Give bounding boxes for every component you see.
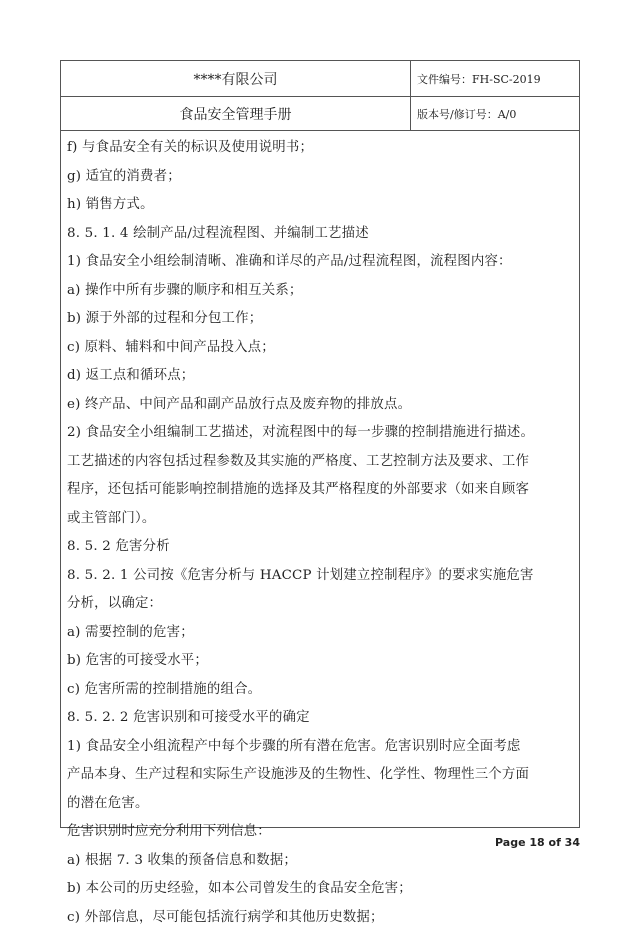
- document-title: 食品安全管理手册: [61, 97, 411, 130]
- section-heading: 8. 5. 2. 1 公司按《危害分析与 HACCP 计划建立控制程序》的要求实施危害: [67, 562, 576, 591]
- document-frame: [60, 60, 580, 828]
- document-number: 文件编号：FH-SC-2019: [411, 61, 579, 96]
- text-line: g) 适宜的消费者；: [67, 163, 576, 192]
- header-row-2: [61, 97, 579, 131]
- section-heading: 8. 5. 2 危害分析: [67, 533, 576, 562]
- page-number: Page 18 of 34: [495, 836, 580, 849]
- text-line: a) 需要控制的危害；: [67, 619, 576, 648]
- text-line: 或主管部门）。: [67, 505, 576, 534]
- text-line: 产品本身、生产过程和实际生产设施涉及的生物性、化学性、物理性三个方面: [67, 761, 576, 790]
- text-line: 2) 食品安全小组编制工艺描述，对流程图中的每一步骤的控制措施进行描述。: [67, 419, 576, 448]
- document-body: [61, 131, 579, 932]
- text-line: b) 本公司的历史经验，如本公司曾发生的食品安全危害；: [67, 875, 576, 904]
- text-line: h) 销售方式。: [67, 191, 576, 220]
- text-line: b) 危害的可接受水平；: [67, 647, 576, 676]
- text-line: 分析，以确定：: [67, 590, 576, 619]
- text-line: c) 危害所需的控制措施的组合。: [67, 676, 576, 705]
- text-line: c) 外部信息，尽可能包括流行病学和其他历史数据；: [67, 904, 576, 932]
- text-line: 1) 食品安全小组流程产中每个步骤的所有潜在危害。危害识别时应全面考虑: [67, 733, 576, 762]
- section-heading: 8. 5. 2. 2 危害识别和可接受水平的确定: [67, 704, 576, 733]
- company-name: ****有限公司: [61, 61, 411, 96]
- text-line: a) 操作中所有步骤的顺序和相互关系；: [67, 277, 576, 306]
- text-line: f) 与食品安全有关的标识及使用说明书；: [67, 134, 576, 163]
- text-line: 工艺描述的内容包括过程参数及其实施的严格度、工艺控制方法及要求、工作: [67, 448, 576, 477]
- text-line: 的潜在危害。: [67, 790, 576, 819]
- header-row-1: [61, 61, 579, 97]
- version-number: 版本号/修订号：A/0: [411, 97, 579, 130]
- text-line: 危害识别时应充分利用下列信息：: [67, 818, 576, 847]
- text-line: a) 根据 7. 3 收集的预备信息和数据；: [67, 847, 576, 876]
- text-line: d) 返工点和循环点；: [67, 362, 576, 391]
- text-line: c) 原料、辅料和中间产品投入点；: [67, 334, 576, 363]
- text-line: 程序，还包括可能影响控制措施的选择及其严格程度的外部要求（如来自顾客: [67, 476, 576, 505]
- text-line: b) 源于外部的过程和分包工作；: [67, 305, 576, 334]
- section-heading: 8. 5. 1. 4 绘制产品/过程流程图、并编制工艺描述: [67, 220, 576, 249]
- text-line: 1) 食品安全小组绘制清晰、准确和详尽的产品/过程流程图，流程图内容：: [67, 248, 576, 277]
- text-line: e) 终产品、中间产品和副产品放行点及废弃物的排放点。: [67, 391, 576, 420]
